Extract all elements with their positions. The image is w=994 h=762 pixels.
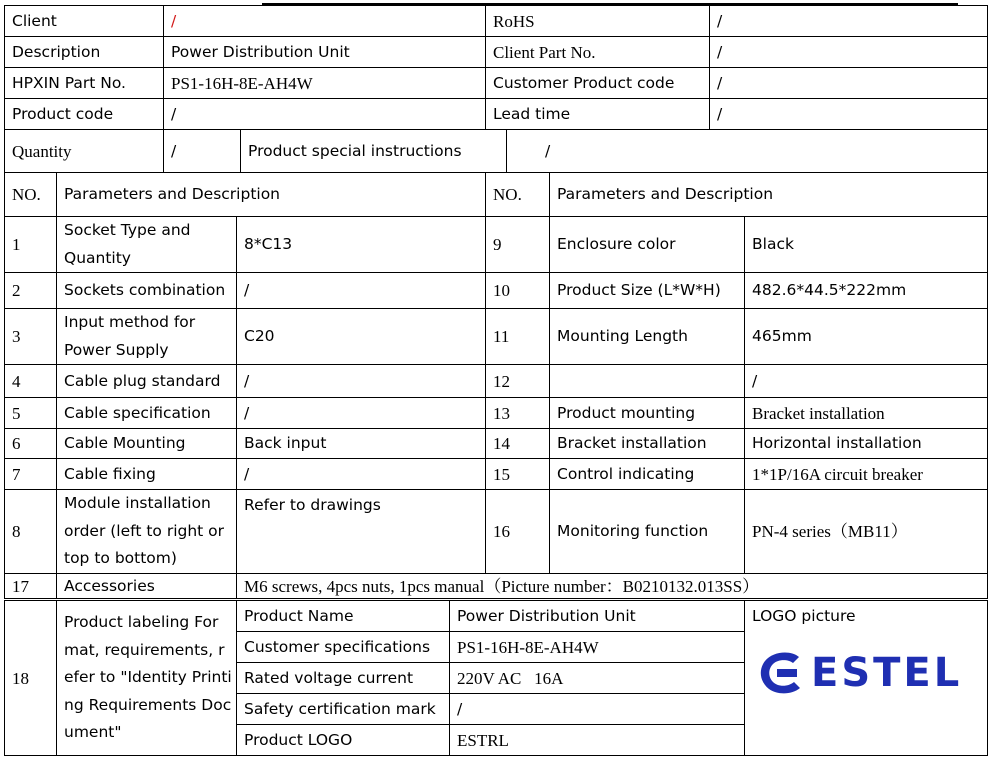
row-no: 7 bbox=[5, 459, 57, 490]
label-value: ESTRL bbox=[450, 725, 745, 756]
label-name: Rated voltage current bbox=[237, 663, 450, 694]
row-value: C20 bbox=[237, 309, 486, 365]
hpxin-value: PS1-16H-8E-AH4W bbox=[164, 68, 486, 99]
labeling-description: Product labeling Format, requirements, refer to "Identity Printing Requirements Document" bbox=[57, 601, 237, 756]
row-no-2: 13 bbox=[486, 398, 550, 429]
client-label: Client bbox=[5, 6, 164, 37]
row-no: 1 bbox=[5, 217, 57, 273]
row-param-2: Monitoring function bbox=[550, 490, 745, 574]
row-no: 4 bbox=[5, 365, 57, 398]
label-value: PS1-16H-8E-AH4W bbox=[450, 632, 745, 663]
row-value: Refer to drawings bbox=[237, 490, 486, 574]
rohs-label: RoHS bbox=[486, 6, 710, 37]
parameters-table bbox=[4, 172, 988, 599]
client-part-label: Client Part No. bbox=[486, 37, 710, 68]
row-value: / bbox=[237, 273, 486, 309]
client-part-value: / bbox=[710, 37, 988, 68]
header-table bbox=[4, 5, 988, 130]
row-no: 3 bbox=[5, 309, 57, 365]
rohs-value: / bbox=[710, 6, 988, 37]
row-value-2: PN-4 series（MB11） bbox=[745, 490, 988, 574]
params-header: Parameters and Description bbox=[57, 173, 486, 217]
row-param: Cable specification bbox=[57, 398, 237, 429]
params-header-2: Parameters and Description bbox=[550, 173, 988, 217]
label-name: Product Name bbox=[237, 601, 450, 632]
label-name: Customer specifications bbox=[237, 632, 450, 663]
row-no: 5 bbox=[5, 398, 57, 429]
description-value: Power Distribution Unit bbox=[164, 37, 486, 68]
labeling-table bbox=[4, 600, 988, 756]
row-param-2: Product mounting bbox=[550, 398, 745, 429]
row-param-2: Product Size (L*W*H) bbox=[550, 273, 745, 309]
row-no-2: 10 bbox=[486, 273, 550, 309]
hpxin-label: HPXIN Part No. bbox=[5, 68, 164, 99]
row-param-2 bbox=[550, 365, 745, 398]
row-value-2: 482.6*44.5*222mm bbox=[745, 273, 988, 309]
row-param-2: Bracket installation bbox=[550, 429, 745, 459]
label-name: Product LOGO bbox=[237, 725, 450, 756]
product-code-label: Product code bbox=[5, 99, 164, 130]
row-param: Sockets combination bbox=[57, 273, 237, 309]
accessories-value: M6 screws, 4pcs nuts, 1pcs manual（Picture number：B0210132.013SS） bbox=[237, 574, 988, 599]
row-value: / bbox=[237, 365, 486, 398]
row-no-2: 16 bbox=[486, 490, 550, 574]
quantity-table bbox=[4, 129, 988, 173]
logo-cell bbox=[745, 601, 988, 756]
client-value: / bbox=[164, 6, 486, 37]
customer-code-value: / bbox=[710, 68, 988, 99]
row-no: 8 bbox=[5, 490, 57, 574]
logo-label: LOGO picture bbox=[752, 607, 856, 625]
lead-time-label: Lead time bbox=[486, 99, 710, 130]
row-no-2: 11 bbox=[486, 309, 550, 365]
row-param-2: Enclosure color bbox=[550, 217, 745, 273]
no-header: NO. bbox=[5, 173, 57, 217]
row-value: Back input bbox=[237, 429, 486, 459]
product-code-value: / bbox=[164, 99, 486, 130]
row-value-2: Bracket installation bbox=[745, 398, 988, 429]
label-value: 220V AC 16A bbox=[450, 663, 745, 694]
row-no-2: 12 bbox=[486, 365, 550, 398]
row-no-2: 14 bbox=[486, 429, 550, 459]
row-no: 18 bbox=[5, 601, 57, 756]
row-param-2: Control indicating bbox=[550, 459, 745, 490]
row-value-2: 465mm bbox=[745, 309, 988, 365]
row-value-2: Black bbox=[745, 217, 988, 273]
estel-logo-text: ESTEL bbox=[811, 649, 963, 696]
special-instructions-label: Product special instructions bbox=[241, 130, 507, 173]
row-param: Cable plug standard bbox=[57, 365, 237, 398]
row-no: 2 bbox=[5, 273, 57, 309]
row-param: Cable fixing bbox=[57, 459, 237, 490]
special-instructions-value: / bbox=[507, 130, 988, 173]
row-value: / bbox=[237, 398, 486, 429]
row-no: 6 bbox=[5, 429, 57, 459]
row-value-2: Horizontal installation bbox=[745, 429, 988, 459]
row-value: 8*C13 bbox=[237, 217, 486, 273]
row-param: Socket Type and Quantity bbox=[57, 217, 237, 273]
row-param: Input method for Power Supply bbox=[57, 309, 237, 365]
quantity-label: Quantity bbox=[5, 130, 164, 173]
accessories-label: Accessories bbox=[57, 574, 237, 599]
description-label: Description bbox=[5, 37, 164, 68]
row-param: Module installation order (left to right or top to bottom) bbox=[57, 490, 237, 574]
row-no: 17 bbox=[5, 574, 57, 599]
no-header-2: NO. bbox=[486, 173, 550, 217]
estel-logo bbox=[759, 651, 962, 695]
row-value-2: 1*1P/16A circuit breaker bbox=[745, 459, 988, 490]
lead-time-value: / bbox=[710, 99, 988, 130]
label-value: / bbox=[450, 694, 745, 725]
quantity-value: / bbox=[164, 130, 241, 173]
estel-logo-icon bbox=[759, 651, 805, 695]
row-value-2: / bbox=[745, 365, 988, 398]
label-name: Safety certification mark bbox=[237, 694, 450, 725]
row-param-2: Mounting Length bbox=[550, 309, 745, 365]
row-value: / bbox=[237, 459, 486, 490]
customer-code-label: Customer Product code bbox=[486, 68, 710, 99]
row-no-2: 15 bbox=[486, 459, 550, 490]
label-value: Power Distribution Unit bbox=[450, 601, 745, 632]
row-no-2: 9 bbox=[486, 217, 550, 273]
row-param: Cable Mounting bbox=[57, 429, 237, 459]
